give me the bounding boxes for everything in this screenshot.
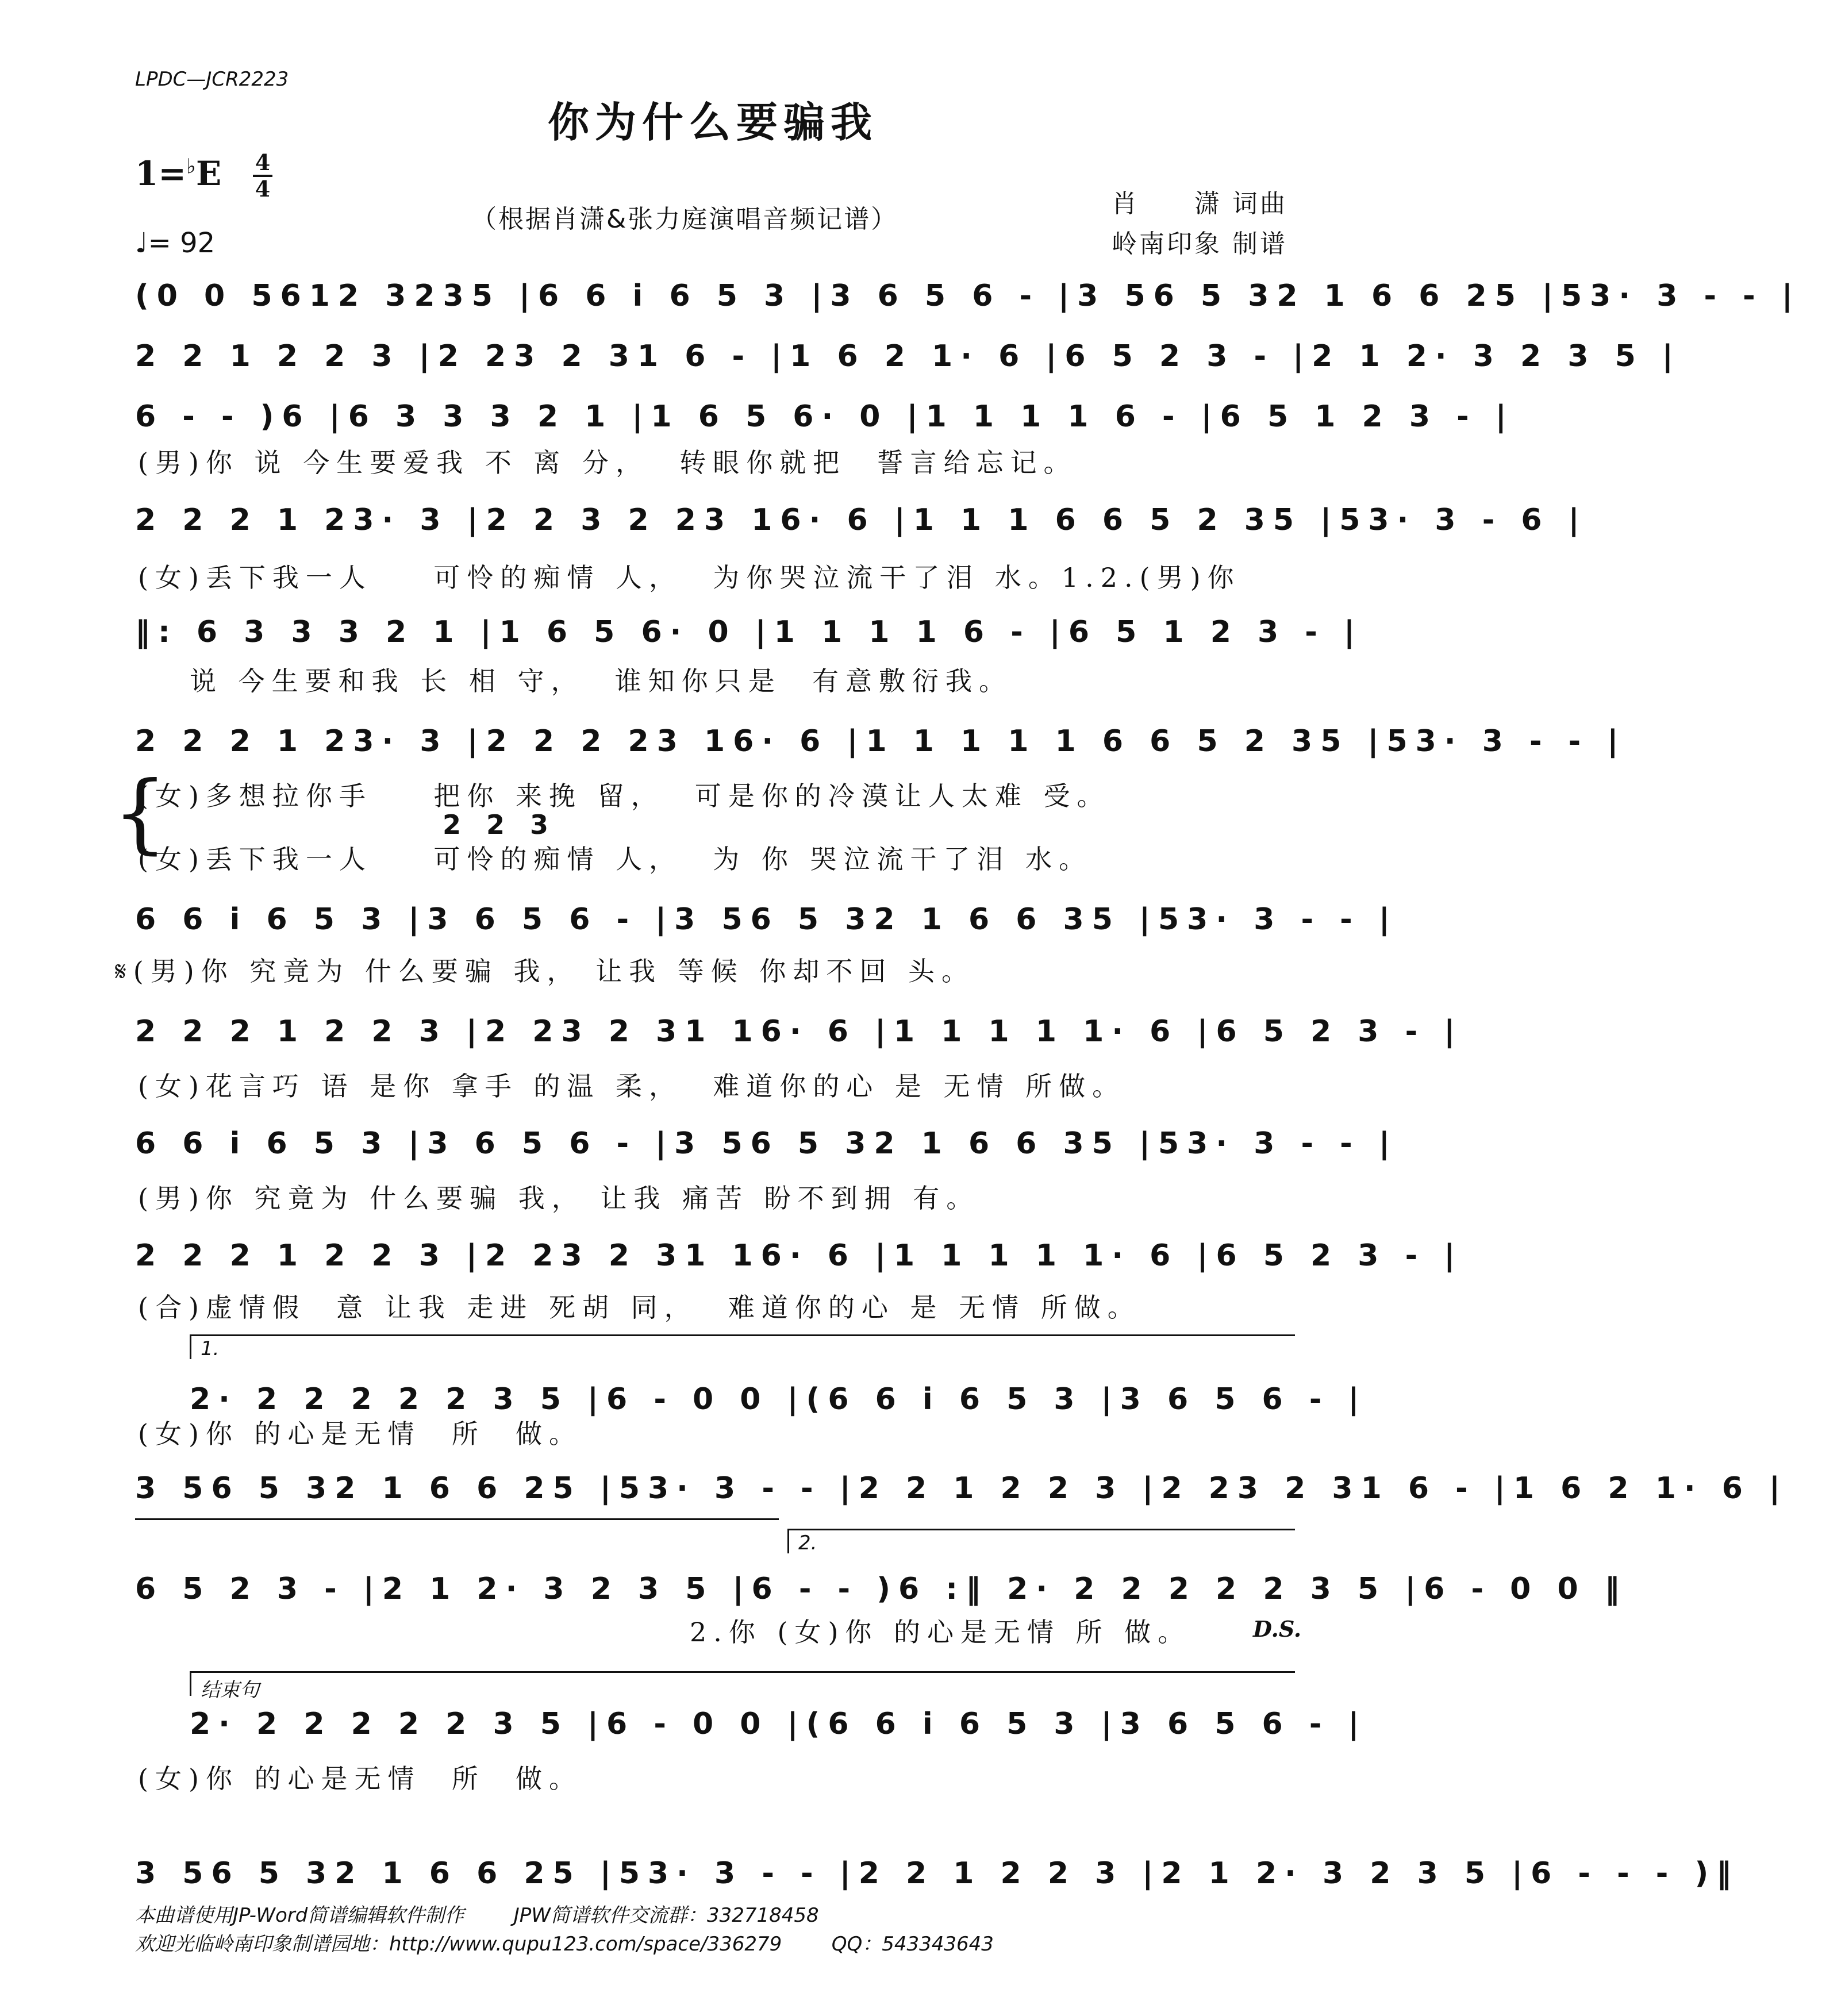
volta-2-label: 2. — [798, 1532, 817, 1555]
score-row-13: 6 5 2 3 - |2 1 2· 3 2 3 5 |6 - - )6 :‖ 2· 2 2 2 2 2 3 5 |6 - 0 0 ‖ — [135, 1572, 1628, 1606]
key-letter: E — [195, 154, 222, 193]
lyric-row-10: (合)虚情假 意 让我 走进 死胡 同， 难道你的心 是 无情 所做。 — [138, 1292, 1141, 1323]
lyric-row-11: (女)你 的心是无情 所 做。 — [138, 1418, 583, 1449]
score-row-7: 6 6 i 6 5 3 |3 6 5 6 - |3 56 5 32 1 6 6 35 |53· 3 - - | — [135, 902, 1398, 937]
score-row-2: 2 2 1 2 2 3 |2 23 2 31 6 - |1 6 2 1· 6 |6 5 2 3 - |2 1 2· 3 2 3 5 | — [135, 339, 1681, 374]
ending-label: 结束句 — [201, 1679, 259, 1702]
song-title: 你为什么要骗我 — [547, 98, 878, 147]
score-row-1: (0 0 5612 3235 |6 6 i 6 5 3 |3 6 5 6 - |3 56 5 32 1 6 6 25 |53· 3 - - | — [135, 279, 1801, 313]
score-row-6: 2 2 2 1 23· 3 |2 2 2 23 16· 6 |1 1 1 1 1 6 6 5 2 35 |53· 3 - - | — [135, 724, 1627, 759]
meter-bottom: 4 — [255, 176, 271, 202]
lyric-row-13: 2.你 (女)你 的心是无情 所 做。 — [690, 1617, 1191, 1648]
lyric-row-6a: (女)多想拉你手 把你 来挽 留， 可是你的冷漠让人太难 受。 — [138, 780, 1110, 811]
score-row-12: 3 56 5 32 1 6 6 25 |53· 3 - - |2 2 1 2 2 3 |2 23 2 31 6 - |1 6 2 1· 6 | — [135, 1471, 1789, 1506]
time-signature — [253, 151, 272, 201]
lyric-row-9: (男)你 究竟为 什么要骗 我， 让我 痛苦 盼不到拥 有。 — [138, 1183, 980, 1214]
volta-bracket-1 — [190, 1334, 1295, 1359]
score-row-5: ‖: 6 3 3 3 2 1 |1 6 5 6· 0 |1 1 1 1 6 - |6 5 1 2 3 - | — [135, 615, 1363, 649]
score-row-14: 2· 2 2 2 2 2 3 5 |6 - 0 0 |(6 6 i 6 5 3 |3 6 5 6 - | — [190, 1707, 1367, 1741]
score-row-8: 2 2 2 1 2 2 3 |2 23 2 31 16· 6 |1 1 1 1 1· 6 |6 5 2 3 - | — [135, 1014, 1463, 1049]
lyric-row-6b: (女)丢下我一人 可怜的痴情 人， 为 你 哭泣流干了泪 水。 — [138, 844, 1093, 875]
score-row-9: 6 6 i 6 5 3 |3 6 5 6 - |3 56 5 32 1 6 6 35 |53· 3 - - | — [135, 1126, 1398, 1161]
score-row-10: 2 2 2 1 2 2 3 |2 23 2 31 16· 6 |1 1 1 1 1· 6 |6 5 2 3 - | — [135, 1238, 1463, 1273]
arranger-credit: 岭南印象 制谱 — [1112, 229, 1287, 259]
flat-sign: ♭ — [186, 154, 196, 179]
score-row-15: 3 56 5 32 1 6 6 25 |53· 3 - - |2 2 1 2 2 3 |2 1 2· 3 2 3 5 |6 - - - )‖ — [135, 1856, 1740, 1891]
volta-line — [135, 1518, 779, 1543]
score-row-3: 6 - - )6 |6 3 3 3 2 1 |1 6 5 6· 0 |1 1 1 1 6 - |6 5 1 2 3 - | — [135, 399, 1515, 434]
score-row-11: 2· 2 2 2 2 2 3 5 |6 - 0 0 |(6 6 i 6 5 3 |3 6 5 6 - | — [190, 1382, 1367, 1417]
transcription-source: （根据肖潇&张力庭演唱音频记谱） — [471, 205, 898, 234]
key-prefix: 1= — [135, 154, 186, 193]
lyric-row-3: (男)你 说 今生要爱我 不 离 分， 转眼你就把 誓言给忘记。 — [138, 447, 1077, 478]
lyric-row-8: (女)花言巧 语 是你 拿手 的温 柔， 难道你的心 是 无情 所做。 — [138, 1071, 1126, 1102]
dal-segno-marker: D.S. — [1253, 1616, 1302, 1642]
volta-bracket-2 — [787, 1529, 1295, 1553]
lyric-row-4: (女)丢下我一人 可怜的痴情 人， 为你哭泣流干了泪 水。1.2.(男)你 — [138, 562, 1241, 593]
lyric-row-5: 说 今生要和我 长 相 守， 谁知你只是 有意敷衍我。 — [190, 665, 1012, 697]
tempo-marking: ♩= 92 — [135, 227, 216, 259]
meter-top: 4 — [255, 149, 271, 175]
verse-brace-left: { — [113, 763, 168, 863]
lyric-row-7: 𝄋(男)你 究竟为 什么要骗 我， 让我 等候 你却不回 头。 — [115, 956, 975, 987]
footer-line-1: 本曲谱使用JP-Word简谱编辑软件制作 JPW简谱软件交流群：332718458 — [135, 1904, 819, 1927]
composer-credit: 肖 潇 词曲 — [1112, 189, 1287, 218]
alternate-notes: 2 2 3 — [443, 809, 557, 840]
ending-bracket — [190, 1671, 1295, 1702]
score-row-4: 2 2 2 1 23· 3 |2 2 3 2 23 16· 6 |1 1 1 6 6 5 2 35 |53· 3 - 6 | — [135, 503, 1588, 537]
footer-line-2: 欢迎光临岭南印象制谱园地：http://www.qupu123.com/space/336279 QQ：543343643 — [135, 1933, 994, 1956]
key-signature — [135, 154, 221, 193]
volta-1-label: 1. — [201, 1337, 220, 1360]
score-code: LPDC—JCR2223 — [135, 68, 289, 91]
lyric-row-14: (女)你 的心是无情 所 做。 — [138, 1763, 583, 1794]
